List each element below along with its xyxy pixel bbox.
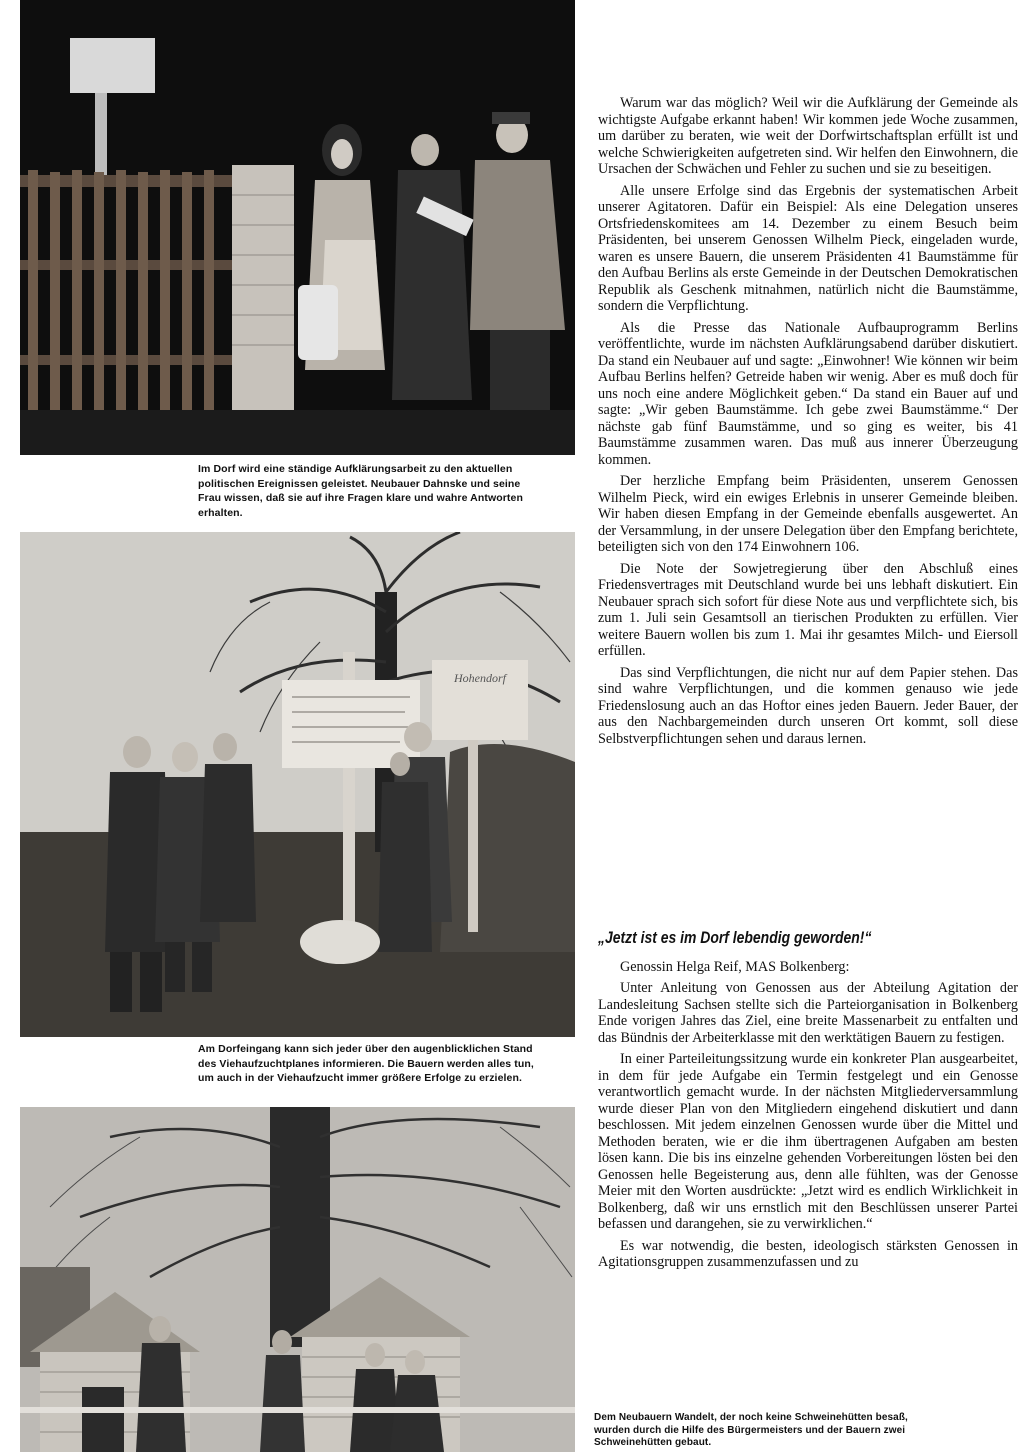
photo-village-information <box>20 0 575 455</box>
photo-caption: Dem Neubauern Wandelt, der noch keine Schweinehütten besaß, wurden durch die Hilfe des Bürgermeisters und der Bauern zwei Schweinehütten gebaut. <box>594 1412 908 1448</box>
article-paragraph: Als die Presse das Nationale Aufbauprogramm Berlins veröffentlichte, wurde im nächsten Aufklärungsabend darüber diskutiert. Da stand ein Neubauer auf und sagte: „Einwohner! Wie können wir beim Aufbau Berlins helfen? Getreide haben wir wenig. Aber es muß doch für uns noch eine andere Möglichkeit geben.“ Da stand ein Bauer auf und sagte: „Wir geben Baumstämme. Ich gebe zwei Baumstämme.“ Der nächste gab fünf Baumstämme, und so ging es weiter, bis 41 Baumstämme zusammen waren. Das muß aus innerer Überzeugung kommen. <box>598 319 1018 468</box>
photo-caption: Am Dorfeingang kann sich jeder über den augenblicklichen Stand des Viehaufzuchtplanes informieren. Die Bauern werden alles tun, um auch in der Viehaufzucht immer größere Erfolge zu erzielen. <box>198 1043 534 1084</box>
photo-caption: Im Dorf wird eine ständige Aufklärungsarbeit zu den aktuellen politischen Ereignissen geleistet. Neubauer Dahnske und seine Frau wissen, daß sie auf ihre Fragen klare und wahre Antworten erhalten. <box>198 463 523 519</box>
article-paragraph: Unter Anleitung von Genossen aus der Abteilung Agitation der Landesleitung Sachsen stellte sich die Parteiorganisation in Bolkenberg Ende vorigen Jahres das Ziel, eine breite Massenarbeit zu entfalten und das Bündnis der Arbeiterklasse mit den werktätigen Bauern zu festigen. <box>598 980 1018 1046</box>
article-paragraph: In einer Parteileitungssitzung wurde ein konkreter Plan ausgearbeitet, in dem für jede Aufgabe ein Termin festgelegt und ein Genosse verantwortlich gemacht wurde. In der nächsten Mitgliederversammlung wurde dieser Plan von den Mitgliedern eingehend diskutiert und dann beschlossen. Mit jedem einzelnen Genossen wurde über die Mittel und Methoden beraten, wie er die ihm übertragenen Aufgaben am besten lösen kann. Die bis ins einzelne gehenden Vorbereitungen lösten bei den Genossen helle Begeisterung aus, denn alle fühlten, was der Genosse Meier mit den Worten ausdrückte: „Jetzt wird es endlich Wirklichkeit in Bolkenberg, daß wir uns ernstlich mit den Beschlüssen unserer Partei befassen und darangehen, sie zu verwirklichen.“ <box>598 1051 1018 1232</box>
photo-pig-huts <box>20 1107 575 1452</box>
sign-place-name: Hohendorf <box>454 671 506 685</box>
article-column-bottom <box>598 930 1018 1362</box>
author-line: Genossin Helga Reif, MAS Bolkenberg: <box>620 958 850 975</box>
photo-village-entrance <box>20 532 575 1037</box>
article-paragraph: Der herzliche Empfang beim Präsidenten, unserem Genossen Wilhelm Pieck, wird ein ewiges Erlebnis in unserer Gemeinde bleiben. Wir haben diesen Empfang in der Gemeinde ebenfalls ausgewertet. An der Versammlung, in der unsere Delegation über den Empfang berichtete, beteiligten sich von den 174 Einwohnern 106. <box>598 473 1018 555</box>
article-paragraph: Es war notwendig, die besten, ideologisch stärksten Genossen in Agitationsgruppen zusammenzufassen und zu <box>598 1237 1018 1270</box>
article-paragraph: Warum war das möglich? Weil wir die Aufklärung der Gemeinde als wichtigste Aufgabe erkannt haben! Wir kommen jede Woche zusammen, um darüber zu beraten, wie weit der Dorfwirtschaftsplan erfüllt ist und welche Schwierigkeiten aufgetreten sind. Wir helfen den Einwohnern, die Ursachen der Schwächen und Fehler zu suchen und sie zu beseitigen. <box>598 95 1018 177</box>
article-column-top <box>598 95 1018 895</box>
section-headline: „Jetzt ist es im Dorf lebendig geworden!“ <box>598 930 872 947</box>
article-paragraph: Das sind Verpflichtungen, die nicht nur auf dem Papier stehen. Das sind wahre Verpflichtungen, und die kommen genauso wie jede Friedenslosung auch an das Hoftor eines jeden Bauern. Jeder Bauer, der aus den Nachbargemeinden durch unseren Ort kommt, soll diese Selbstverpflichtungen sehen und daraus lernen. <box>598 664 1018 747</box>
article-paragraph: Alle unsere Erfolge sind das Ergebnis der systematischen Arbeit unserer Agitatoren. Dafür ein Beispiel: Als eine Delegation unseres Ortsfriedenskomitees am 14. Dezember zu einem Besuch beim Präsidenten, bei unserem Genossen Wilhelm Pieck, eingeladen wurde, waren es unsere Bauern, die unserem Präsidenten 41 Baumstämme für den Aufbau Berlins als erste Gemeinde in der Deutschen Demokratischen Republik als Geschenk mitnahmen, natürlich nicht die Baumstämme, sondern die Verpflichtung. <box>598 182 1018 314</box>
article-paragraph: Die Note der Sowjetregierung über den Abschluß eines Friedensvertrages mit Deutschland wurde bei uns lebhaft diskutiert. Ein Neubauer sprach sich sofort für diese Note aus und verpflichtete sich, bis zum 1. Juli sein Gesamtsoll an tierischen Produkten zu erfüllen. Vier weitere Bauern wollen bis zum 1. Mai ihr gesamtes Milch- und Eiersoll erfüllen. <box>598 560 1018 659</box>
